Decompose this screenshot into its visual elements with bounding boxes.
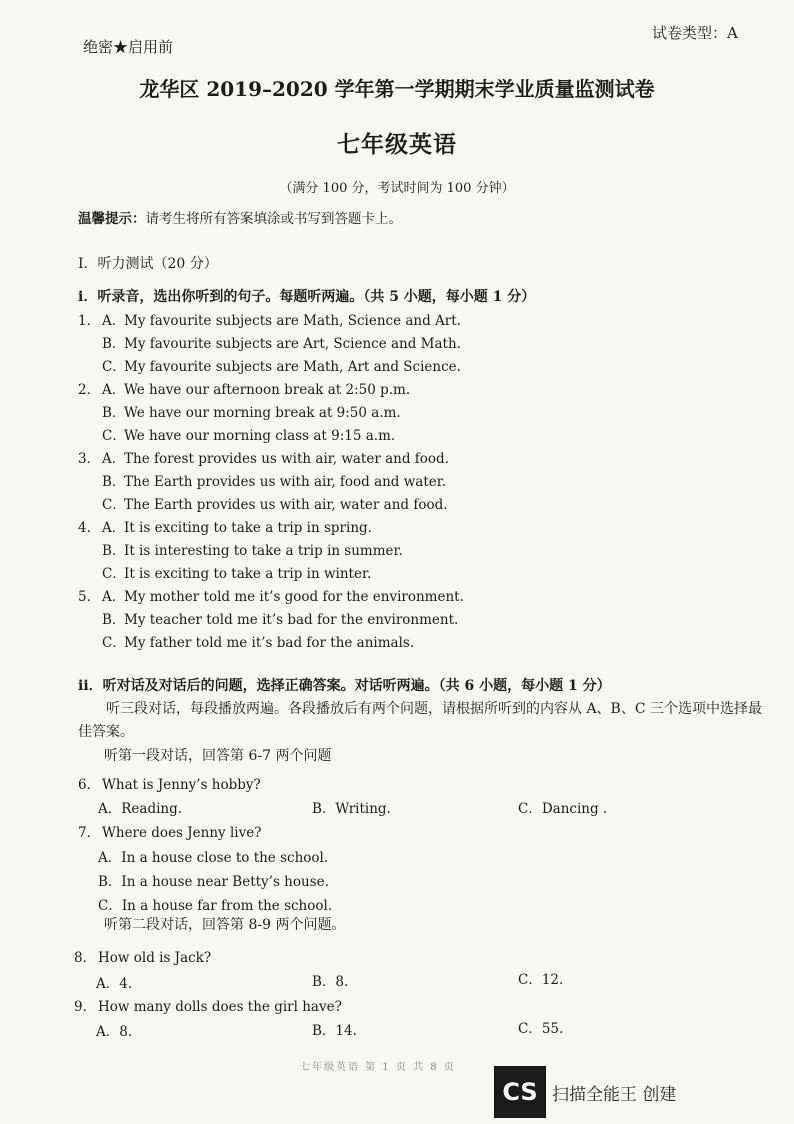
question-3-option-a: [78, 447, 449, 467]
option-text: My teacher told me it’s bad for the environment.: [124, 612, 459, 628]
question-2-option-c: [102, 424, 395, 444]
reminder: [78, 207, 402, 227]
question-number: 2．: [78, 382, 101, 398]
question-7: [78, 821, 261, 841]
watermark-text: 扫描全能王 创建: [552, 1085, 677, 1105]
exam-title: 龙华区 2019–2020 学年第一学期期末学业质量监测试卷: [139, 77, 655, 101]
question-text: Where does Jenny live?: [102, 825, 262, 841]
question-number: 5．: [78, 589, 101, 605]
option-label: C．: [102, 428, 126, 444]
option-text: The Earth provides us with air, water and food.: [124, 497, 448, 513]
question-7-option-c: C．In a house far from the school.: [98, 898, 333, 914]
option-text: It is exciting to take a trip in winter.: [124, 566, 372, 582]
option-label: A．: [102, 382, 126, 398]
option-text: My mother told me it’s good for the environment.: [124, 589, 464, 605]
question-6-option-a: A．Reading.: [98, 801, 183, 817]
option-label: C．: [102, 497, 126, 513]
option-label: B．: [102, 336, 126, 352]
question-1-option-c: [102, 355, 461, 375]
question-number: 1．: [78, 313, 101, 329]
option-label: A．: [102, 313, 126, 329]
question-number: 8．: [74, 950, 97, 966]
option-text: The Earth provides us with air, food and water.: [124, 474, 447, 490]
paper-type: 试卷类型：A: [652, 24, 738, 42]
question-8-option-b: B．8.: [312, 974, 349, 990]
question-4-option-c: [102, 562, 371, 582]
question-8: [74, 946, 211, 966]
question-8-option-a: A．4.: [96, 976, 133, 992]
question-5-option-b: [102, 608, 458, 628]
option-text: My favourite subjects are Math, Science and Art.: [124, 313, 461, 329]
option-label: B．: [102, 543, 126, 559]
question-6: [78, 773, 261, 793]
page-footer: 七年级英语 第 1 页 共 8 页: [300, 1062, 456, 1073]
option-text: It is exciting to take a trip in spring.: [124, 520, 372, 536]
option-label: A．: [102, 451, 126, 467]
question-9: [74, 995, 342, 1015]
question-5-option-c: [102, 631, 414, 651]
option-label: B．: [102, 474, 126, 490]
option-text: It is interesting to take a trip in summer.: [124, 543, 403, 559]
question-3-option-c: [102, 493, 448, 513]
option-text: My father told me it’s bad for the animals.: [124, 635, 415, 651]
option-label: A．: [102, 589, 126, 605]
section-heading: I．听力测试（20 分）: [78, 256, 218, 272]
option-text: My favourite subjects are Art, Science and Math.: [124, 336, 461, 352]
question-7-option-a: A．In a house close to the school.: [98, 850, 329, 866]
option-label: C．: [102, 566, 126, 582]
option-text: My favourite subjects are Math, Art and Science.: [124, 359, 461, 375]
question-7-option-b: B．In a house near Betty’s house.: [98, 874, 329, 890]
camscanner-logo-icon: CS: [494, 1066, 546, 1118]
question-2-option-a: [78, 378, 410, 398]
option-label: A．: [102, 520, 126, 536]
question-number: 9．: [74, 999, 97, 1015]
question-1-option-a: [78, 309, 461, 329]
option-label: B．: [102, 612, 126, 628]
question-3-option-b: [102, 470, 446, 490]
exam-subtitle: 七年级英语: [337, 131, 457, 158]
score-time-note: （满分 100 分，考试时间为 100 分钟）: [279, 181, 515, 196]
question-5-option-a: [78, 585, 464, 605]
option-text: The forest provides us with air, water and food.: [124, 451, 449, 467]
question-text: How many dolls does the girl have?: [98, 999, 342, 1015]
option-label: B．: [102, 405, 126, 421]
dialog-2-note: 听第二段对话，回答第 8-9 两个问题。: [104, 917, 346, 933]
part-i-heading: i．听录音，选出你听到的句子。每题听两遍。（共 5 小题，每小题 1 分）: [78, 289, 536, 305]
option-text: We have our afternoon break at 2:50 p.m.: [124, 382, 411, 398]
part-ii-heading: ii．听对话及对话后的问题，选择正确答案。对话听两遍。（共 6 小题，每小题 1 分）: [78, 678, 611, 694]
part-ii-instructions: 听三段对话，每段播放两遍。各段播放后有两个问题，请根据所听到的内容从 A、B、C 三个选项中选择最佳答案。: [78, 701, 763, 740]
question-4-option-b: [102, 539, 403, 559]
confidential-mark: 绝密★启用前: [83, 38, 174, 56]
question-9-option-b: B．14.: [312, 1023, 357, 1039]
dialog-1-note: 听第一段对话，回答第 6-7 两个问题: [104, 748, 332, 764]
question-number: 3．: [78, 451, 101, 467]
question-2-option-b: [102, 401, 401, 421]
reminder-text: 请考生将所有答案填涂或书写到答题卡上。: [145, 211, 402, 227]
question-6-option-b: B．Writing.: [312, 801, 391, 817]
option-text: We have our morning class at 9:15 a.m.: [124, 428, 396, 444]
reminder-label: 温馨提示：: [78, 211, 146, 227]
question-text: What is Jenny’s hobby?: [102, 777, 261, 793]
question-4-option-a: [78, 516, 372, 536]
question-number: 4．: [78, 520, 101, 536]
option-text: We have our morning break at 9:50 a.m.: [124, 405, 401, 421]
question-9-option-a: A．8.: [96, 1024, 133, 1040]
question-1-option-b: [102, 332, 461, 352]
question-number: 6．: [78, 777, 101, 793]
question-9-option-c: C．55.: [518, 1021, 564, 1037]
question-8-option-c: C．12.: [518, 972, 564, 988]
option-label: C．: [102, 635, 126, 651]
question-text: How old is Jack?: [98, 950, 212, 966]
question-number: 7．: [78, 825, 101, 841]
question-6-option-c: C．Dancing .: [518, 801, 608, 817]
option-label: C．: [102, 359, 126, 375]
